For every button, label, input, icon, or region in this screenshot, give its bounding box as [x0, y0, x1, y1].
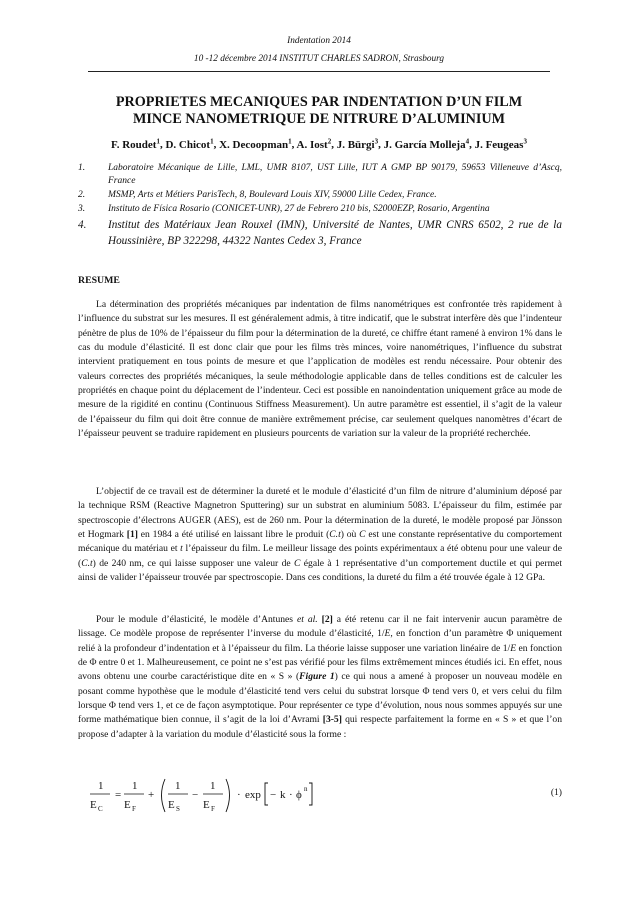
svg-text:−: − — [270, 789, 277, 801]
author-list: F. Roudet$^1$, D. Chicot$^1$, X. Decoopman$^1$, A. Iost$^2$, J. Bürgi$^3$, J. García Molleja$^4$, J. Feugeas$^3$ — [111, 137, 527, 151]
svg-text:C: C — [98, 805, 103, 813]
title-line-2: MINCE NANOMETRIQUE DE NITRURE D’ALUMINIUM — [132, 111, 506, 127]
affiliation-2: 2. MSMP, Arts et Métiers ParisTech, 8, Boulevard Louis XIV, 59000 Lille Cedex, France. — [78, 190, 437, 200]
affiliation-3: 3. Instituto de Física Rosario (CONICET-UNR), 27 de Febrero 210 bis, S2000EZP, Rosario, Argentina — [78, 204, 490, 214]
affiliation-4: 4. Institut des Matériaux Jean Rouxel (IMN), Université de Nantes, UMR CNRS 6502, 2 rue de la Houssinière, BP 322298, 44322 Nantes Cedex 3, France — [78, 219, 562, 247]
eq-es: E — [168, 799, 175, 811]
author-affiliation-mark: 1 — [288, 137, 292, 145]
eq-ef-2: E — [203, 799, 210, 811]
author-name: J. García Molleja$^4$ — [383, 137, 470, 151]
author-affiliation-mark: 3 — [523, 137, 527, 145]
affiliation-list — [78, 162, 562, 250]
eq-ec: E — [90, 799, 97, 811]
svg-text:F: F — [132, 805, 136, 813]
author-affiliation-mark: 4 — [465, 137, 470, 145]
author-name: X. Decoopman$^1$ — [219, 137, 292, 151]
resume-paragraph-2: L’objectif de ce travail est de déterminer la dureté et le module d’élasticité d’un film de nitrure d’aluminium déposé par la technique RSM (Reactive Magnetron Sputtering) sur un substrat en aluminium 5083. L’épaisseur du film, estimée par spectroscopie d’électrons AUGER (AES), est de 260 nm. Pour la détermination de la dureté, le modèle proposé par Jönsson et Hogmark [1] en 1984 a été utilisé en laissant libre le produit (C.t) où C est une constante représentative du comportement mécanique du matériau et t l’épaisseur du film. Le meilleur lissage des points expérimentaux a été obtenu pour une valeur de (C.t) de 240 nm, ce qui laisse supposer une valeur de C égale à 1 représentative d’un comportement ductile et qui permet ainsi de valider l’épaisseur trouvée par spectroscopie. Dans ces conditions, la dureté du film a été trouvée égale à 12 GPa. — [78, 486, 563, 584]
section-heading-resume: RESUME — [78, 275, 120, 286]
author-name: D. Chicot$^1$ — [165, 137, 214, 151]
svg-text:S: S — [176, 805, 180, 813]
author-affiliation-mark: 3 — [374, 137, 379, 145]
paper-title — [60, 94, 578, 128]
equation-1 — [88, 775, 562, 817]
svg-text:·: · — [289, 789, 293, 801]
eq-ef-1: E — [124, 799, 131, 811]
svg-text:1: 1 — [132, 780, 138, 792]
eq-phi: ϕ — [296, 789, 302, 801]
header-rule — [88, 71, 550, 72]
author-name: A. Iost$^2$ — [296, 137, 332, 151]
author-affiliation-mark: 2 — [327, 137, 332, 145]
eq-numerator-lhs: 1 — [98, 780, 104, 792]
title-line-1: PROPRIETES MECANIQUES PAR INDENTATION D’UN FILM — [115, 94, 523, 110]
eq-minus: − — [192, 789, 199, 801]
author-name: J. Feugeas$^3$ — [474, 137, 527, 151]
author-affiliation-mark: 1 — [210, 137, 214, 145]
svg-text:·: · — [237, 789, 241, 801]
svg-text:F: F — [211, 805, 215, 813]
author-name: J. Bürgi$^3$ — [336, 137, 379, 151]
running-header-date-venue: 10 -12 décembre 2014 INSTITUT CHARLES SADRON, Strasbourg — [193, 54, 445, 64]
eq-exp: exp — [245, 789, 261, 801]
eq-k: k — [280, 789, 286, 801]
running-header-conference: Indentation 2014 — [287, 36, 351, 46]
equation-number: (1) — [550, 787, 562, 798]
affiliation-1: 1. Laboratoire Mécanique de Lille, LML, UMR 8107, UST Lille, IUT A GMP BP 90179, 59653 Villeneuve d’Ascq, France — [78, 163, 562, 186]
resume-paragraph-3: Pour le module d’élasticité, le modèle d’Antunes et al. [2] a été retenu car il ne fait intervenir aucun paramètre de lissage. Ce modèle propose de représenter l’inverse du module d’élasticité, 1/E, en fonction d’un paramètre Φ uniquement relié à la profondeur d’indentation et à l’épaisseur du film. La théorie laisse supposer une variation linéaire de 1/E en fonction de Φ entre 0 et 1. Malheureusement, ce point ne s’est pas vérifié pour les films extrêmement minces étudiés ici. En effet, nous avons obtenu une courbe caractéristique dite en « S » (Figure 1) ce qui nous a amené à proposer un nouveau modèle en posant comme hypothèse que le module d’élasticité tend vers celui du substrat lorsque Φ tend vers 0, et vers celui du film lorsque Φ tend vers 1, et ce de façon asymptotique. Pour représenter ce type d’évolution, nous nous sommes appuyés sur une forme mathématique bien connue, il s’agit de la loi d’Avrami [3-5] qui respecte parfaitement la forme en « S » et que l’on propose d’adapter à la variation du module d’élasticité sous la forme : — [78, 614, 562, 740]
equation-formula — [88, 775, 508, 817]
author-name: F. Roudet$^1$ — [111, 137, 160, 151]
author-affiliation-mark: 1 — [156, 137, 160, 145]
eq-plus: + — [148, 789, 155, 801]
resume-paragraph-1: La détermination des propriétés mécaniques par indentation de films nanométriques est confrontée très rapidement à l’influence du substrat sur les mesures. Il est généralement admis, à titre indicatif, que le substrat interfère dès que l’indenteur pénètre de plus de 10% de l’épaisseur du film pour la détermination de la dureté, ce chiffre étant ramené à environ 1% dans le cas du module d’élasticité. Il est donc clair que pour les films très minces, voire nanométriques, l’influence du substrat intervient pratiquement en tous points de mesure et que l’application de modèles est rendu nécessaire. Pour obtenir des valeurs correctes des propriétés mécaniques, la seule méthodologie applicable dans de telles conditions est de calculer les propriétés en chaque point du déplacement de l’indenteur. Ceci est possible en nanoindentation uniquement grâce au mode de mesure de la rigidité en continu (Continuous Stiffness Measurement). Un autre paramètre est essentiel, il s’agit de la valeur de l’épaisseur du film qui doit être connue de manière extrêmement précise, car seulement quelques nanomètres d’écart de l’épaisseur peuvent se traduire rapidement en plusieurs pourcents de variation sur la valeur de la propriété recherchée. — [78, 299, 562, 440]
eq-exponent-n: n — [304, 785, 308, 793]
svg-text:1: 1 — [175, 780, 181, 792]
eq-equals: = — [115, 789, 122, 801]
svg-text:1: 1 — [210, 780, 216, 792]
